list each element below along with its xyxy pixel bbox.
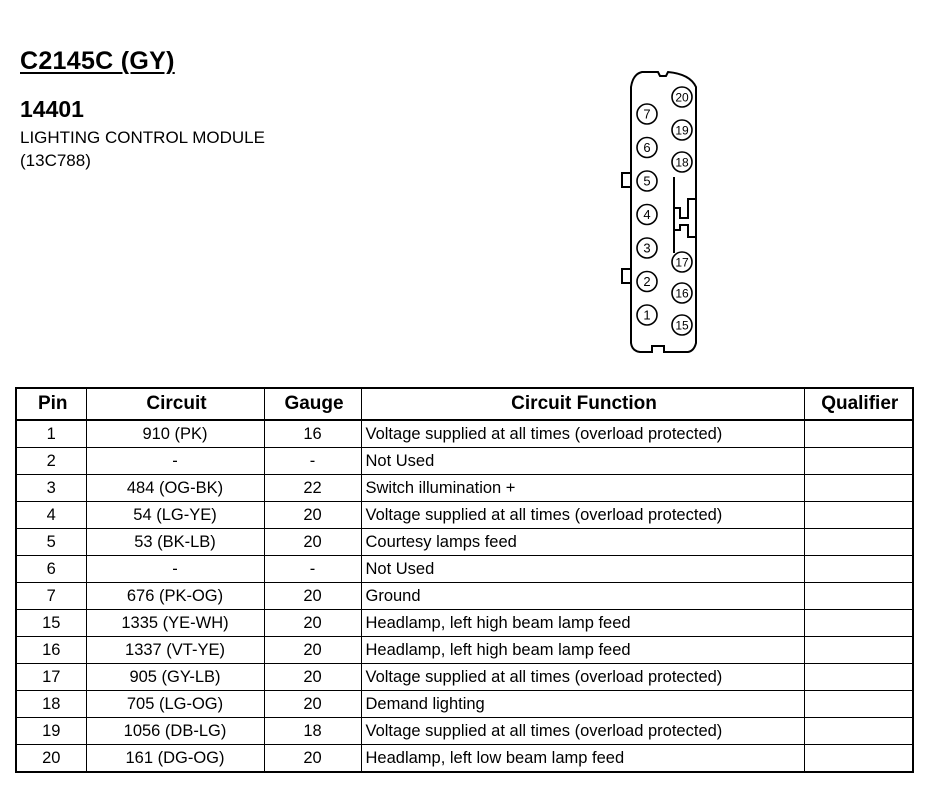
- pinout-table: [15, 387, 914, 773]
- left-pin-2: [637, 171, 657, 191]
- gauge-cell: 20: [264, 502, 361, 529]
- connector-id-title: C2145C (GY): [20, 47, 175, 75]
- right-pin-4: [672, 283, 692, 303]
- gauge-cell: 20: [264, 610, 361, 637]
- pin-number-label: 19: [675, 123, 689, 138]
- left-pin-6: [637, 305, 657, 325]
- gauge-cell: 20: [264, 529, 361, 556]
- upper-side-tab: [622, 173, 631, 187]
- circuit-function-cell: Headlamp, left high beam lamp feed: [361, 610, 804, 637]
- table-row: [16, 475, 913, 502]
- table-row: [16, 637, 913, 664]
- gauge-cell: 20: [264, 745, 361, 773]
- circuit-function-cell: Voltage supplied at all times (overload protected): [361, 718, 804, 745]
- pin-number-label: 4: [643, 207, 651, 222]
- pin-cell: 4: [16, 502, 86, 529]
- circuit-function-cell: Ground: [361, 583, 804, 610]
- left-pin-3: [637, 205, 657, 225]
- pin-cell: 6: [16, 556, 86, 583]
- part-number: 14401: [20, 96, 84, 122]
- gauge-cell: 16: [264, 420, 361, 448]
- circuit-cell: 161 (DG-OG): [86, 745, 264, 773]
- qualifier-cell: [804, 448, 913, 475]
- qualifier-cell: [804, 718, 913, 745]
- gauge-cell: 20: [264, 691, 361, 718]
- pin-number-label: 7: [643, 106, 651, 122]
- pin-cell: 19: [16, 718, 86, 745]
- right-pin-5: [672, 315, 692, 335]
- pin-number-label: 18: [675, 155, 689, 170]
- table-row: [16, 745, 913, 773]
- circuit-function-cell: Not Used: [361, 448, 804, 475]
- pin-number-label: 2: [643, 274, 651, 289]
- pin-cell: 20: [16, 745, 86, 773]
- pin-cell: 2: [16, 448, 86, 475]
- circuit-cell: 676 (PK-OG): [86, 583, 264, 610]
- circuit-function-cell: Switch illumination +: [361, 475, 804, 502]
- circuit-cell: 53 (BK-LB): [86, 529, 264, 556]
- qualifier-cell: [804, 583, 913, 610]
- pin-cell: 16: [16, 637, 86, 664]
- gauge-cell: 20: [264, 664, 361, 691]
- pin-cell: 1: [16, 420, 86, 448]
- table-row: [16, 556, 913, 583]
- circuit-function-cell: Voltage supplied at all times (overload protected): [361, 502, 804, 529]
- pin-cell: 17: [16, 664, 86, 691]
- pin-cell: 15: [16, 610, 86, 637]
- qualifier-cell: [804, 691, 913, 718]
- pin-cell: 3: [16, 475, 86, 502]
- pin-cell: 18: [16, 691, 86, 718]
- connector-face-diagram: [612, 65, 704, 361]
- gauge-cell: 22: [264, 475, 361, 502]
- pin-number-label: 5: [643, 173, 651, 189]
- pin-number-label: 3: [643, 240, 651, 256]
- pin-number-label: 20: [675, 90, 689, 105]
- gauge-cell: 20: [264, 637, 361, 664]
- right-pin-2: [672, 152, 692, 172]
- qualifier-cell: [804, 420, 913, 448]
- table-row: [16, 583, 913, 610]
- circuit-cell: 1056 (DB-LG): [86, 718, 264, 745]
- left-pin-5: [637, 272, 657, 292]
- table-row: [16, 664, 913, 691]
- circuit-cell: 910 (PK): [86, 420, 264, 448]
- pin-number-label: 17: [675, 255, 689, 270]
- circuit-function-cell: Courtesy lamps feed: [361, 529, 804, 556]
- pin-number-label: 1: [643, 307, 651, 323]
- pin-cell: 5: [16, 529, 86, 556]
- table-row: [16, 691, 913, 718]
- header-pin: Pin: [16, 388, 86, 420]
- gauge-cell: 18: [264, 718, 361, 745]
- circuit-cell: 54 (LG-YE): [86, 502, 264, 529]
- pin-number-label: 15: [675, 318, 689, 333]
- left-pin-4: [637, 238, 657, 258]
- circuit-function-cell: Not Used: [361, 556, 804, 583]
- table-row: [16, 448, 913, 475]
- table-row: [16, 420, 913, 448]
- circuit-function-cell: Demand lighting: [361, 691, 804, 718]
- module-name: LIGHTING CONTROL MODULE: [20, 128, 265, 147]
- gauge-cell: 20: [264, 583, 361, 610]
- qualifier-cell: [804, 745, 913, 773]
- module-code: (13C788): [20, 151, 91, 170]
- circuit-cell: 484 (OG-BK): [86, 475, 264, 502]
- left-pin-1: [637, 138, 657, 158]
- circuit-cell: -: [86, 556, 264, 583]
- lower-side-tab: [622, 269, 631, 283]
- header-circuit-function: Circuit Function: [361, 388, 804, 420]
- table-row: [16, 529, 913, 556]
- qualifier-cell: [804, 556, 913, 583]
- header-gauge: Gauge: [264, 388, 361, 420]
- latch-body: [674, 199, 696, 237]
- right-pin-1: [672, 120, 692, 140]
- table-row: [16, 718, 913, 745]
- circuit-function-cell: Voltage supplied at all times (overload protected): [361, 420, 804, 448]
- table-row: [16, 502, 913, 529]
- qualifier-cell: [804, 664, 913, 691]
- circuit-cell: 705 (LG-OG): [86, 691, 264, 718]
- qualifier-cell: [804, 475, 913, 502]
- header-qualifier: Qualifier: [804, 388, 913, 420]
- pin-number-label: 16: [675, 286, 689, 301]
- circuit-function-cell: Headlamp, left low beam lamp feed: [361, 745, 804, 773]
- qualifier-cell: [804, 610, 913, 637]
- circuit-cell: -: [86, 448, 264, 475]
- pin-number-label: 6: [643, 140, 651, 155]
- gauge-cell: -: [264, 556, 361, 583]
- circuit-function-cell: Headlamp, left high beam lamp feed: [361, 637, 804, 664]
- pin-cell: 7: [16, 583, 86, 610]
- circuit-cell: 1335 (YE-WH): [86, 610, 264, 637]
- connector-housing-outline: [631, 72, 696, 352]
- table-header-row: [16, 388, 913, 420]
- gauge-cell: -: [264, 448, 361, 475]
- left-pin-0: [637, 104, 657, 124]
- table-row: [16, 610, 913, 637]
- circuit-cell: 905 (GY-LB): [86, 664, 264, 691]
- qualifier-cell: [804, 529, 913, 556]
- right-pin-0: [672, 87, 692, 107]
- qualifier-cell: [804, 502, 913, 529]
- header-circuit: Circuit: [86, 388, 264, 420]
- qualifier-cell: [804, 637, 913, 664]
- right-pin-3: [672, 252, 692, 272]
- circuit-cell: 1337 (VT-YE): [86, 637, 264, 664]
- circuit-function-cell: Voltage supplied at all times (overload protected): [361, 664, 804, 691]
